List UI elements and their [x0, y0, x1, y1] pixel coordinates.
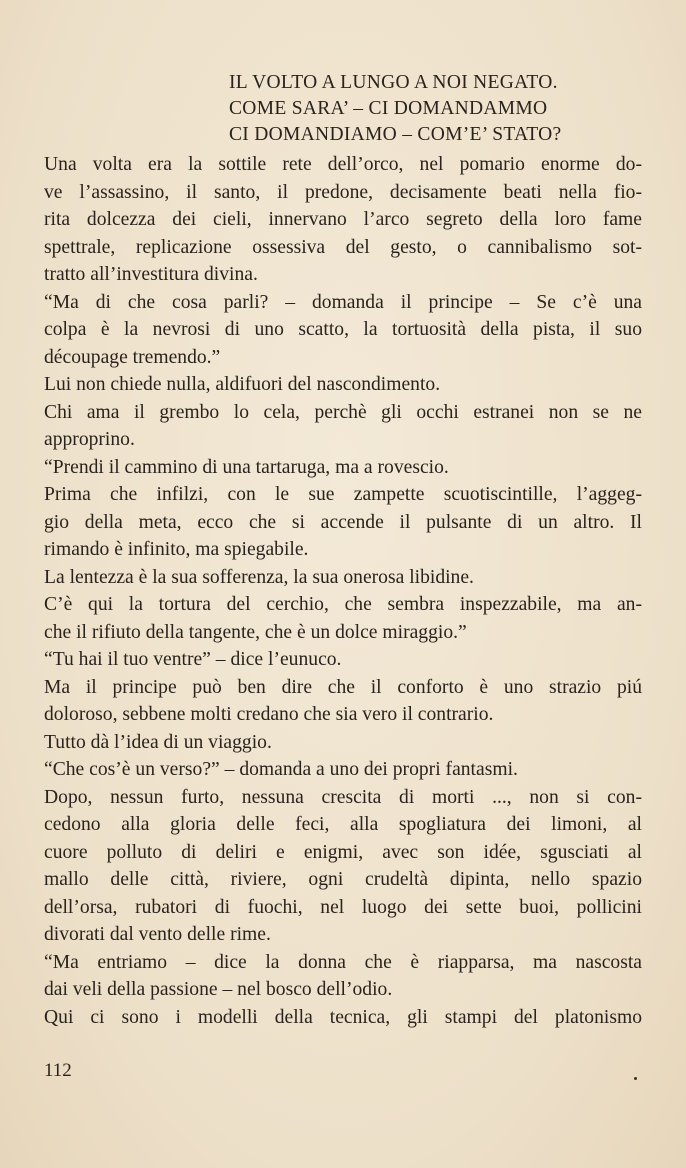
text-line: “Tu hai il tuo ventre” – dice l’eunuco. — [44, 649, 342, 670]
text-line: Prima che infilzi, con le sue zampette scuotiscintille, l’aggeg- — [44, 484, 642, 505]
text-line: découpage tremendo.” — [44, 346, 221, 368]
text-line: doloroso, sebbene molti credano che sia vero il contrario. — [44, 704, 494, 725]
text-line: che il rifiuto della tangente, che è un dolce miraggio.” — [44, 621, 467, 643]
text-line: colpa è la nevrosi di uno scatto, la tortuosità della pista, il suo — [44, 319, 642, 340]
text-line: cedono alla gloria delle feci, alla spogliatura dei limoni, al — [44, 814, 642, 835]
heading-line: COME SARA’ – CI DOMANDAMMO — [229, 98, 548, 119]
text-line: rita dolcezza dei cieli, innervano l’arco segreto della loro fame — [44, 209, 642, 230]
text-line: approprino. — [44, 429, 135, 450]
text-line: Lui non chiede nulla, aldifuori del nascondimento. — [44, 374, 441, 395]
body-text — [44, 151, 642, 1031]
text-line: rimando è infinito, ma spiegabile. — [44, 539, 309, 560]
text-line: gio della meta, ecco che si accende il pulsante di un altro. Il — [44, 511, 642, 533]
speck-mark — [634, 1077, 637, 1080]
text-line: divorati dal vento delle rime. — [44, 924, 271, 945]
text-line: Dopo, nessun furto, nessuna crescita di morti ..., non si con- — [44, 786, 642, 808]
text-line: “Ma entriamo – dice la donna che è riapparsa, ma nascosta — [44, 951, 642, 973]
text-line: “Che cos’è un verso?” – domanda a uno dei propri fantasmi. — [44, 759, 518, 780]
text-line: spettrale, replicazione ossessiva del gesto, o cannibalismo sot- — [44, 236, 642, 258]
text-line: “Prendi il cammino di una tartaruga, ma a rovescio. — [44, 456, 449, 478]
text-line: Qui ci sono i modelli della tecnica, gli stampi del platonismo — [44, 1006, 642, 1028]
text-line: “Ma di che cosa parli? – domanda il principe – Se c’è una — [44, 291, 642, 313]
heading-line: CI DOMANDIAMO – COM’E’ STATO? — [229, 124, 562, 145]
text-line: Tutto dà l’idea di un viaggio. — [44, 731, 272, 753]
text-line: mallo delle città, riviere, ogni crudeltà dipinta, nello spazio — [44, 869, 642, 890]
text-line: ve l’assassino, il santo, il predone, decisamente beati nella fio- — [44, 181, 642, 203]
text-line: La lentezza è la sua sofferenza, la sua onerosa libidine. — [44, 566, 474, 588]
text-line: Chi ama il grembo lo cela, perchè gli occhi estranei non se ne — [44, 401, 642, 423]
text-line: C’è qui la tortura del cerchio, che sembra inspezzabile, ma an- — [44, 594, 642, 615]
text-line: dell’orsa, rubatori di fuochi, nel luogo dei sette buoi, pollicini — [44, 896, 642, 918]
text-line: Una volta era la sottile rete dell’orco, nel pomario enorme do- — [44, 154, 642, 175]
heading-line: IL VOLTO A LUNGO A NOI NEGATO. — [229, 72, 558, 93]
page-number: 112 — [44, 1060, 72, 1081]
text-line: cuore polluto di deliri e enigmi, avec son idée, sgusciati al — [44, 841, 642, 863]
section-heading — [229, 70, 562, 148]
text-line: tratto all’investitura divina. — [44, 264, 258, 285]
text-line: Ma il principe può ben dire che il conforto è uno strazio piú — [44, 676, 642, 698]
text-line: dai veli della passione – nel bosco dell’odio. — [44, 979, 393, 1000]
